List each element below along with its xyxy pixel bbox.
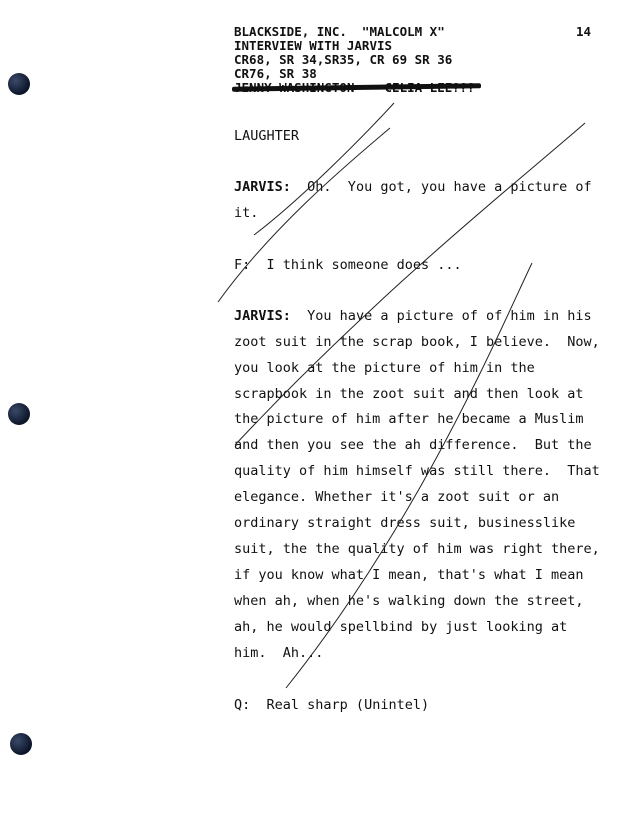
transcript-line: ordinary straight dress suit, businesslike <box>234 515 576 531</box>
transcript-line: you look at the picture of him in the <box>234 360 535 376</box>
pen-stroke <box>235 123 585 445</box>
speaker-label: Q: <box>234 697 251 713</box>
transcript-line: suit, the the quality of him was right there, <box>234 541 600 557</box>
transcript-text: You have a picture of of him in his <box>307 308 592 324</box>
header-line: CR76, SR 38 <box>234 66 317 81</box>
header-line: CR68, SR 34,SR35, CR 69 SR 36 <box>234 52 453 67</box>
speaker-label: JARVIS: <box>234 179 291 195</box>
speaker-label: JARVIS: <box>234 308 291 324</box>
transcript-line: scrapbook in the zoot suit and then look at <box>234 386 584 402</box>
transcript-line: the picture of him after he became a Muslim <box>234 411 584 427</box>
transcript-line: it. <box>234 205 259 221</box>
transcript-line: and then you see the ah difference. But the <box>234 437 592 453</box>
pen-stroke <box>218 128 390 302</box>
header-line: INTERVIEW WITH JARVIS <box>234 38 393 53</box>
laughter-note: LAUGHTER <box>234 128 300 144</box>
transcript-line: zoot suit in the scrap book, I believe. Now, <box>234 334 600 350</box>
pen-stroke <box>254 103 394 235</box>
speaker-label: F: <box>234 257 251 273</box>
transcript-line: ah, he would spellbind by just looking at <box>234 619 568 635</box>
transcript-line: when ah, when he's walking down the street, <box>234 593 584 609</box>
pen-stroke <box>286 263 532 688</box>
transcript-line: quality of him himself was still there. That <box>234 463 600 479</box>
transcript-line: elegance. Whether it's a zoot suit or an <box>234 489 560 505</box>
transcript-line: him. Ah... <box>234 645 324 661</box>
transcript-text: I think someone does ... <box>266 257 462 273</box>
header-line: BLACKSIDE, INC. "MALCOLM X" <box>234 24 445 39</box>
transcript-line: if you know what I mean, that's what I mean <box>234 567 584 583</box>
transcript-text: Oh. You got, you have a picture of <box>307 179 592 195</box>
transcript-text: Real sharp (Unintel) <box>266 697 430 713</box>
page-number: 14 <box>576 24 592 39</box>
